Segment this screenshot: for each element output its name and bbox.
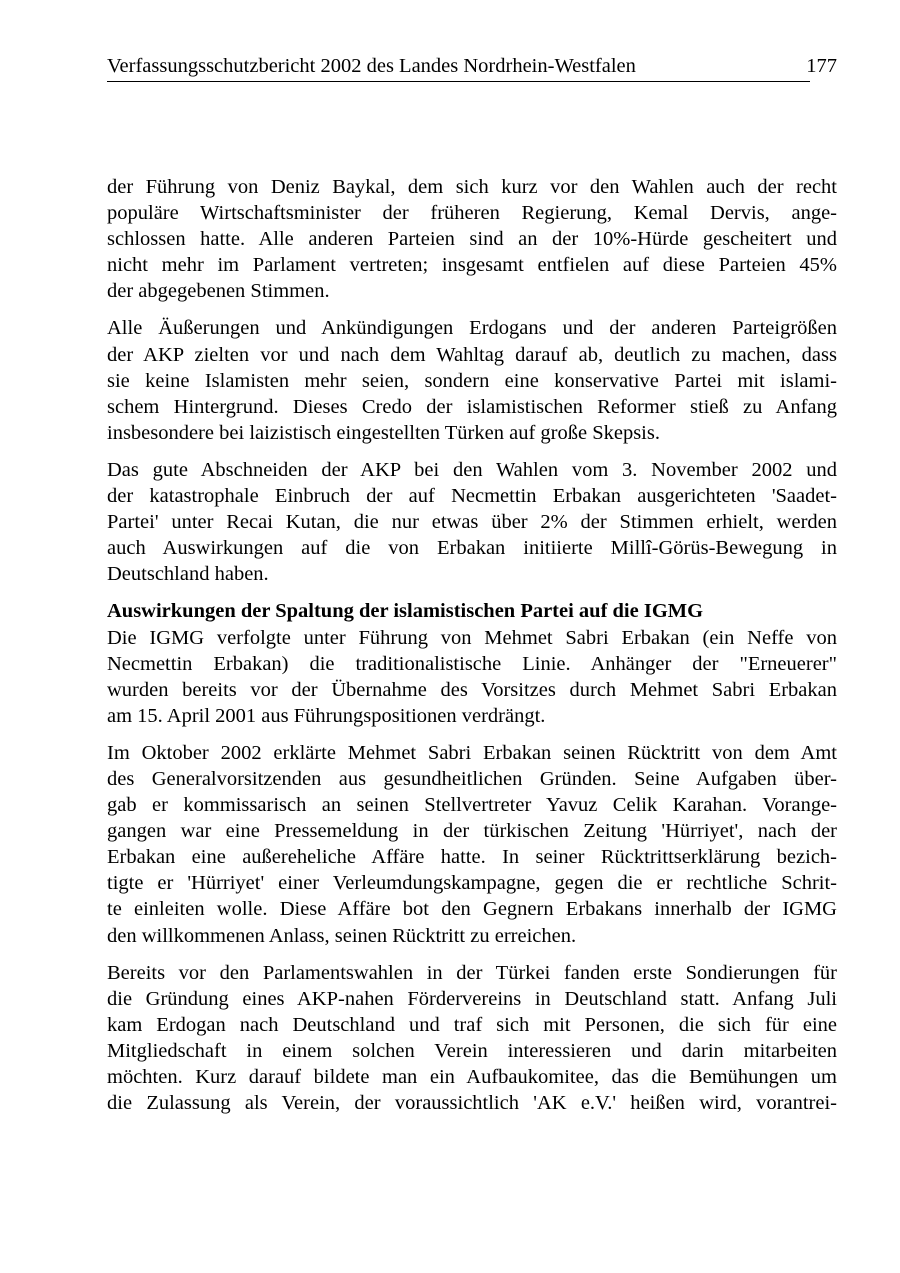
text-line: Alle Äußerungen und Ankündigungen Erdogans und der anderen Parteigrößen	[107, 317, 837, 340]
paragraph	[107, 457, 837, 587]
intro-paragraphs	[107, 174, 837, 587]
paragraph	[107, 315, 837, 445]
text-line: gab er kommissarisch an seinen Stellvertreter Yavuz Celik Karahan. Vorange-	[107, 794, 837, 817]
text-line: Mitgliedschaft in einem solchen Verein interessieren und darin mitarbeiten	[107, 1039, 837, 1062]
text-line: schem Hintergrund. Dieses Credo der islamistischen Reformer stieß zu Anfang	[107, 395, 837, 418]
text-line: den willkommenen Anlass, seinen Rücktritt zu erreichen.	[107, 924, 577, 947]
text-line: Das gute Abschneiden der AKP bei den Wahlen vom 3. November 2002 und	[107, 458, 837, 481]
text-line: der AKP zielten vor und nach dem Wahltag darauf ab, deutlich zu machen, dass	[107, 343, 837, 366]
text-line: insbesondere bei laizistisch eingestellten Türken auf große Skepsis.	[107, 421, 660, 444]
text-line: möchten. Kurz darauf bildete man ein Aufbaukomitee, das die Bemühungen um	[107, 1066, 837, 1088]
header-rule	[107, 81, 810, 82]
text-line: der abgegebenen Stimmen.	[107, 280, 330, 303]
text-line: der katastrophale Einbruch der auf Necmettin Erbakan ausgerichteten 'Saadet-	[107, 485, 837, 508]
text-line: Erbakan eine außereheliche Affäre hatte. In seiner Rücktrittserklärung bezich-	[107, 846, 837, 869]
section-paragraphs	[107, 625, 837, 1117]
body-text	[107, 174, 837, 1116]
text-line: Bereits vor den Parlamentswahlen in der Türkei fanden erste Sondierungen für	[107, 961, 837, 984]
text-line: der Führung von Deniz Baykal, dem sich kurz vor den Wahlen auch der recht	[107, 176, 837, 198]
text-line: gangen war eine Pressemeldung in der türkischen Zeitung 'Hürriyet', nach der	[107, 820, 837, 843]
text-line: auch Auswirkungen auf die von Erbakan initiierte Millî-Görüs-Bewegung in	[107, 537, 837, 560]
text-line: tigte er 'Hürriyet' einer Verleumdungskampagne, gegen die er rechtliche Schrit-	[107, 872, 837, 895]
text-line: populäre Wirtschaftsminister der früheren Regierung, Kemal Dervis, ange-	[107, 202, 837, 225]
paragraph	[107, 174, 837, 304]
page-number: 177	[806, 55, 837, 77]
paragraph	[107, 960, 837, 1117]
text-line: kam Erdogan nach Deutschland und traf sich mit Personen, die sich für eine	[107, 1013, 837, 1036]
text-line: Im Oktober 2002 erklärte Mehmet Sabri Erbakan seinen Rücktritt von dem Amt	[107, 741, 837, 764]
text-line: Die IGMG verfolgte unter Führung von Mehmet Sabri Erbakan (ein Neffe von	[107, 626, 837, 649]
text-line: Deutschland haben.	[107, 563, 269, 586]
text-line: des Generalvorsitzenden aus gesundheitlichen Gründen. Seine Aufgaben über-	[107, 767, 837, 790]
section-heading: Auswirkungen der Spaltung der islamistischen Partei auf die IGMG	[107, 600, 704, 623]
text-line: te einleiten wolle. Diese Affäre bot den Gegnern Erbakans innerhalb der IGMG	[107, 898, 837, 921]
text-line: sie keine Islamisten mehr seien, sondern eine konservative Partei mit islami-	[107, 369, 837, 392]
text-line: die Gründung eines AKP-nahen Fördervereins in Deutschland statt. Anfang Juli	[107, 987, 837, 1010]
text-line: Necmettin Erbakan) die traditionalistische Linie. Anhänger der "Erneuerer"	[107, 652, 837, 675]
paragraph	[107, 625, 837, 729]
text-line: wurden bereits vor der Übernahme des Vorsitzes durch Mehmet Sabri Erbakan	[107, 678, 837, 701]
text-line: schlossen hatte. Alle anderen Parteien sind an der 10%-Hürde gescheitert und	[107, 228, 837, 251]
paragraph	[107, 740, 837, 949]
header-title: Verfassungsschutzbericht 2002 des Landes Nordrhein-Westfalen	[107, 55, 636, 77]
text-line: am 15. April 2001 aus Führungspositionen verdrängt.	[107, 704, 546, 727]
text-line: nicht mehr im Parlament vertreten; insgesamt entfielen auf diese Parteien 45%	[107, 254, 837, 277]
text-line: die Zulassung als Verein, der voraussichtlich 'AK e.V.' heißen wird, vorantrei-	[107, 1092, 837, 1115]
text-line: Partei' unter Recai Kutan, die nur etwas über 2% der Stimmen erhielt, werden	[107, 511, 837, 534]
